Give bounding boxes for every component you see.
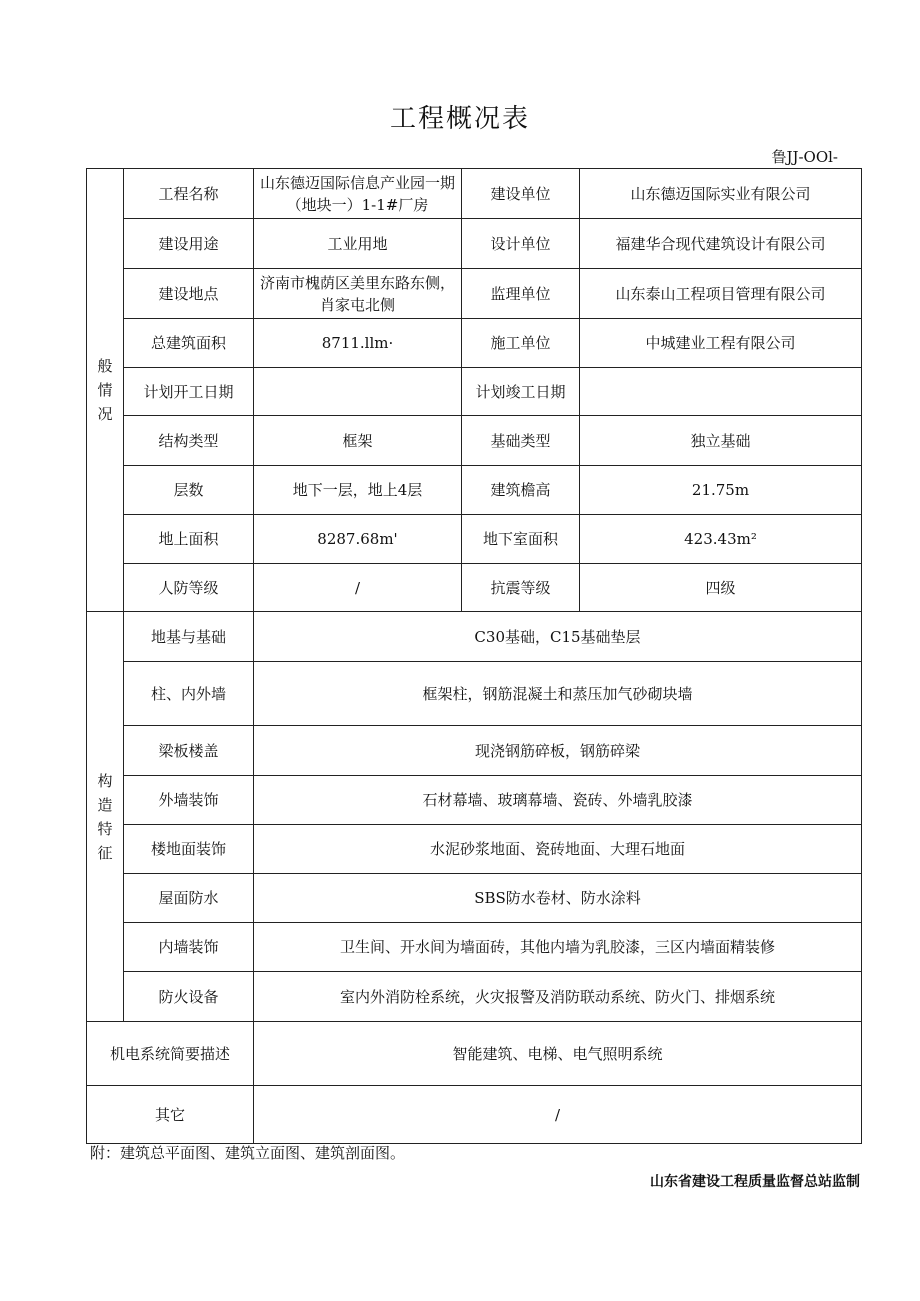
above-ground-area-label: 地上面积 <box>124 515 254 564</box>
floors-label: 层数 <box>124 466 254 515</box>
floor-finish-value: 水泥砂浆地面、瓷砖地面、大理石地面 <box>254 825 862 874</box>
attachments-note: 附：建筑总平面图、建筑立面图、建筑剖面图。 <box>90 1144 406 1162</box>
structure-type-value: 框架 <box>254 416 462 466</box>
exterior-finish-label: 外墙装饰 <box>124 776 254 825</box>
interior-finish-value: 卫生间、开水间为墙面砖，其他内墙为乳胶漆，三区内墙面精装修 <box>254 923 862 972</box>
total-area-value: 8711.llm· <box>254 319 462 368</box>
table-row <box>87 726 862 776</box>
structure-section-label: 构 造 特 征 <box>87 612 124 1022</box>
designer-label: 设计单位 <box>462 219 580 269</box>
roof-waterproofing-label: 屋面防水 <box>124 874 254 923</box>
above-ground-area-value: 8287.68m' <box>254 515 462 564</box>
planned-finish-label: 计划竣工日期 <box>462 368 580 416</box>
supervisor-value: 山东泰山工程项目管理有限公司 <box>580 269 862 319</box>
table-row <box>87 1022 862 1086</box>
table-row <box>87 169 862 219</box>
table-row <box>87 776 862 825</box>
issuer-footer: 山东省建设工程质量监督总站监制 <box>650 1174 860 1190</box>
table-row <box>87 662 862 726</box>
table-row <box>87 825 862 874</box>
interior-finish-label: 内墙装饰 <box>124 923 254 972</box>
table-row <box>87 368 862 416</box>
owner-label: 建设单位 <box>462 169 580 219</box>
structure-type-label: 结构类型 <box>124 416 254 466</box>
planned-finish-value <box>580 368 862 416</box>
table-row <box>87 564 862 612</box>
foundation-type-label: 基础类型 <box>462 416 580 466</box>
table-row <box>87 269 862 319</box>
roof-waterproofing-value: SBS防水卷材、防水涂料 <box>254 874 862 923</box>
floors-value: 地下一层，地上4层 <box>254 466 462 515</box>
mep-value: 智能建筑、电梯、电气照明系统 <box>254 1022 862 1086</box>
exterior-finish-value: 石材幕墙、玻璃幕墙、瓷砖、外墙乳胶漆 <box>254 776 862 825</box>
table-row <box>87 1086 862 1144</box>
other-label: 其它 <box>87 1086 254 1144</box>
columns-walls-label: 柱、内外墙 <box>124 662 254 726</box>
civil-defense-label: 人防等级 <box>124 564 254 612</box>
contractor-value: 中城建业工程有限公司 <box>580 319 862 368</box>
fire-equipment-value: 室内外消防栓系统，火灾报警及消防联动系统、防火门、排烟系统 <box>254 972 862 1022</box>
table-row <box>87 923 862 972</box>
table-row <box>87 219 862 269</box>
floor-slab-value: 现浇钢筋碎板，钢筋碎梁 <box>254 726 862 776</box>
mep-label: 机电系统简要描述 <box>87 1022 254 1086</box>
planned-start-value <box>254 368 462 416</box>
project-name-label: 工程名称 <box>124 169 254 219</box>
civil-defense-value: / <box>254 564 462 612</box>
fire-equipment-label: 防火设备 <box>124 972 254 1022</box>
project-name-value: 山东德迈国际信息产业园一期（地块一）1-1#厂房 <box>254 169 462 219</box>
eave-height-label: 建筑檐高 <box>462 466 580 515</box>
owner-value: 山东德迈国际实业有限公司 <box>580 169 862 219</box>
foundation-label: 地基与基础 <box>124 612 254 662</box>
usage-label: 建设用途 <box>124 219 254 269</box>
foundation-type-value: 独立基础 <box>580 416 862 466</box>
table-row <box>87 466 862 515</box>
usage-value: 工业用地 <box>254 219 462 269</box>
project-overview-table <box>86 168 862 1144</box>
basement-area-value: 423.43m² <box>580 515 862 564</box>
eave-height-value: 21.75m <box>580 466 862 515</box>
table-row <box>87 515 862 564</box>
seismic-grade-label: 抗震等级 <box>462 564 580 612</box>
table-row <box>87 416 862 466</box>
table-row <box>87 612 862 662</box>
table-row <box>87 972 862 1022</box>
page-title: 工程概况表 <box>389 104 530 134</box>
other-value: / <box>254 1086 862 1144</box>
planned-start-label: 计划开工日期 <box>124 368 254 416</box>
total-area-label: 总建筑面积 <box>124 319 254 368</box>
columns-walls-value: 框架柱，钢筋混凝土和蒸压加气砂砌块墙 <box>254 662 862 726</box>
supervisor-label: 监理单位 <box>462 269 580 319</box>
contractor-label: 施工单位 <box>462 319 580 368</box>
general-section-label: 般 情 况 <box>87 169 124 612</box>
floor-slab-label: 梁板楼盖 <box>124 726 254 776</box>
table-row <box>87 319 862 368</box>
form-code: 鲁JJ-OOl- <box>771 148 838 166</box>
floor-finish-label: 楼地面装饰 <box>124 825 254 874</box>
foundation-value: C30基础，C15基础垫层 <box>254 612 862 662</box>
basement-area-label: 地下室面积 <box>462 515 580 564</box>
location-value: 济南市槐荫区美里东路东侧，肖家屯北侧 <box>254 269 462 319</box>
location-label: 建设地点 <box>124 269 254 319</box>
seismic-grade-value: 四级 <box>580 564 862 612</box>
table-row <box>87 874 862 923</box>
designer-value: 福建华合现代建筑设计有限公司 <box>580 219 862 269</box>
